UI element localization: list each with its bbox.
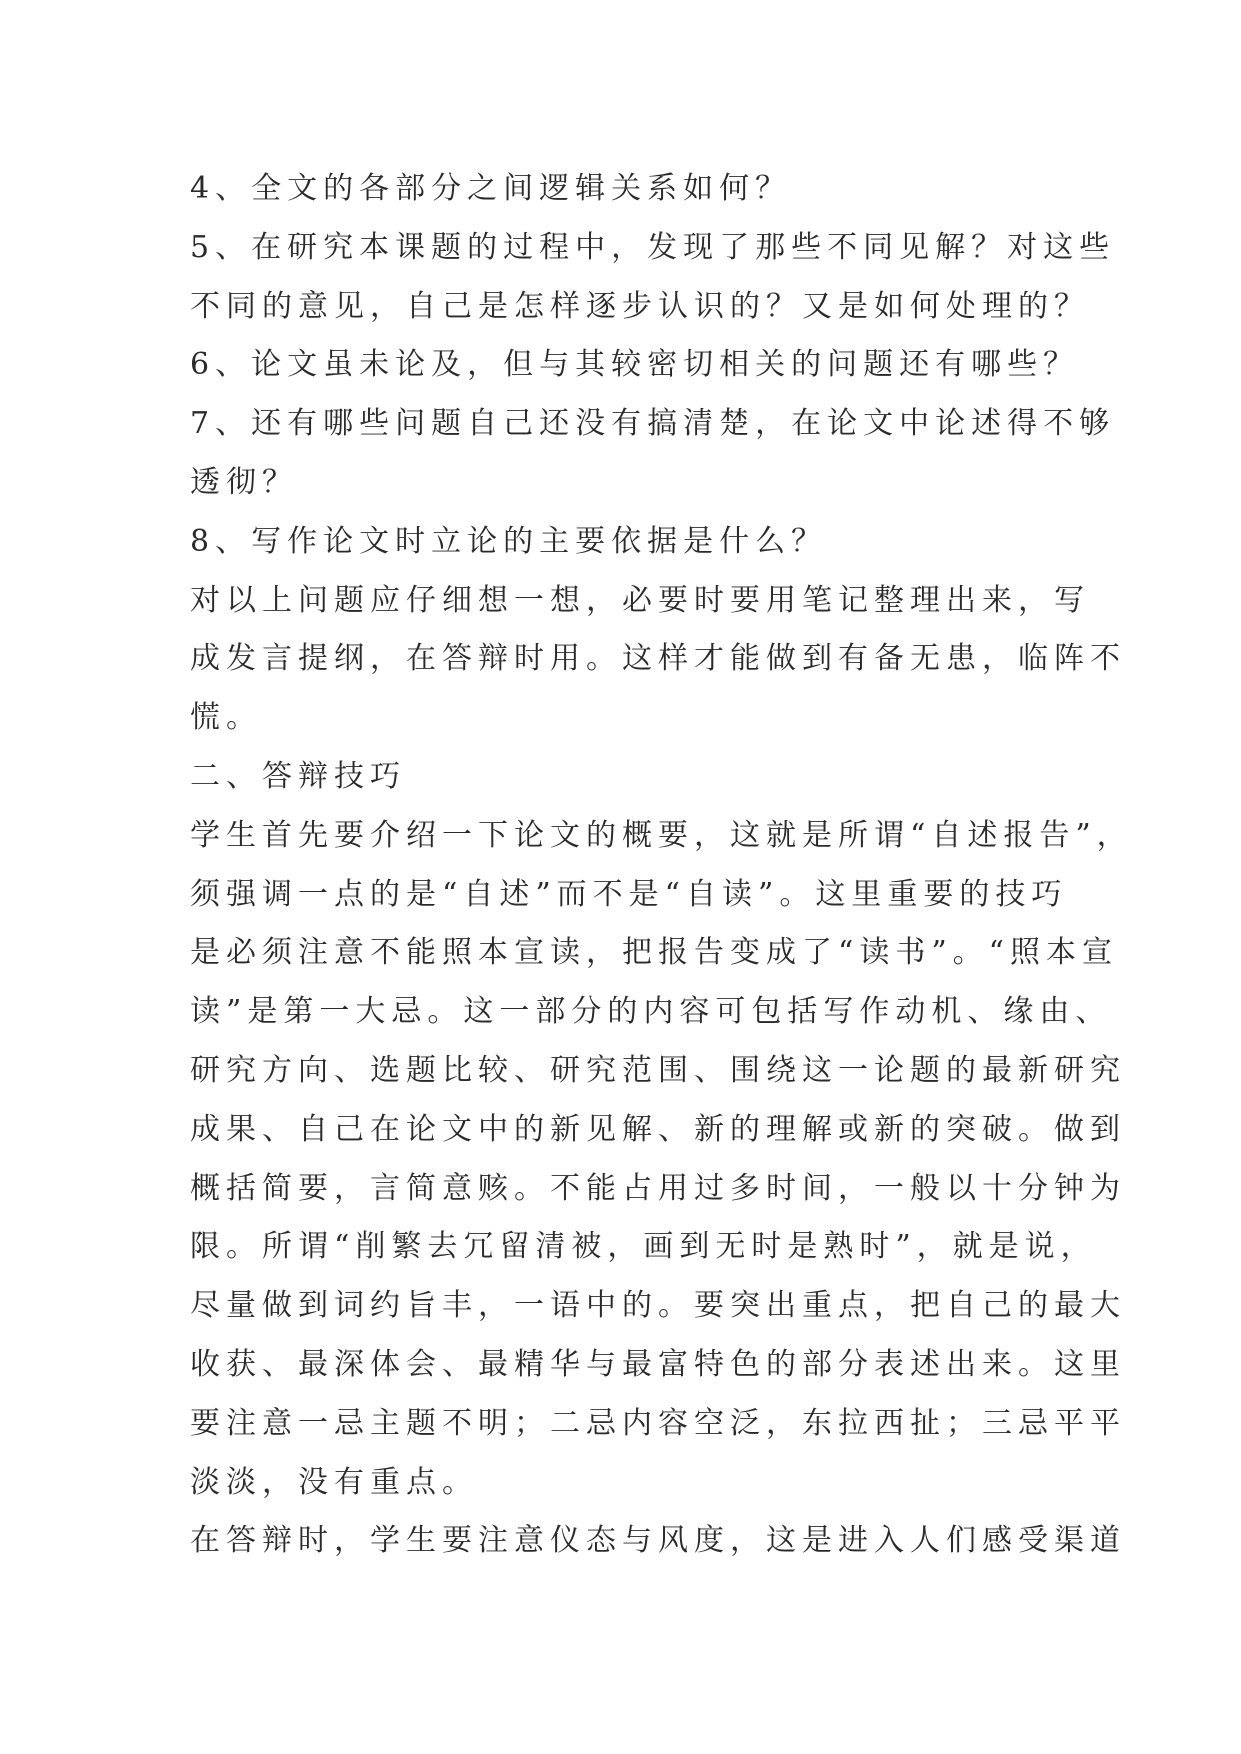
text-line: 5、在研究本课题的过程中，发现了那些不同见解？对这些 [190, 229, 1116, 265]
text-line: 须强调一点的是“自述”而不是“自读”。这里重要的技巧 [190, 876, 1068, 912]
text-line: 尽量做到词约旨丰，一语中的。要突出重点，把自己的最大 [190, 1288, 1126, 1324]
text-line: 要注意一忌主题不明；二忌内容空泛，东拉西扯；三忌平平 [190, 1405, 1126, 1441]
text-line: 不同的意见，自己是怎样逐步认识的？又是如何处理的？ [190, 288, 1090, 324]
text-line: 7、还有哪些问题自己还没有搞清楚，在论文中论述得不够 [190, 406, 1116, 442]
text-line: 成果、自己在论文中的新见解、新的理解或新的突破。做到 [190, 1111, 1126, 1147]
text-line: 限。所谓“削繁去冗留清被，画到无时是熟时”，就是说， [190, 1229, 1097, 1265]
text-line: 概括简要，言简意赅。不能占用过多时间，一般以十分钟为 [190, 1170, 1126, 1206]
text-line: 读”是第一大忌。这一部分的内容可包括写作动机、缘由、 [190, 994, 1112, 1030]
text-line: 研究方向、选题比较、研究范围、围绕这一论题的最新研究 [190, 1052, 1126, 1088]
text-line: 对以上问题应仔细想一想，必要时要用笔记整理出来，写 [190, 582, 1090, 618]
text-line: 慌。 [190, 700, 262, 736]
text-line: 8、写作论文时立论的主要依据是什么？ [190, 523, 828, 559]
text-line: 4、全文的各部分之间逻辑关系如何？ [190, 171, 792, 206]
text-line: 6、论文虽未论及，但与其较密切相关的问题还有哪些？ [190, 347, 1080, 383]
text-line: 透彻？ [190, 464, 298, 500]
document-body [190, 160, 1133, 1571]
section-heading: 二、答辩技巧 [190, 758, 406, 794]
text-line: 淡淡，没有重点。 [190, 1464, 478, 1500]
text-line: 收获、最深体会、最精华与最富特色的部分表述出来。这里 [190, 1346, 1126, 1382]
text-line: 成发言提纲，在答辩时用。这样才能做到有备无患，临阵不 [190, 641, 1126, 677]
text-line: 在答辩时，学生要注意仪态与风度，这是进入人们感受渠道 [190, 1523, 1126, 1559]
text-line: 学生首先要介绍一下论文的概要，这就是所谓“自述报告”， [190, 817, 1133, 853]
text-line: 是必须注意不能照本宣读，把报告变成了“读书”。“照本宣 [190, 935, 1119, 971]
